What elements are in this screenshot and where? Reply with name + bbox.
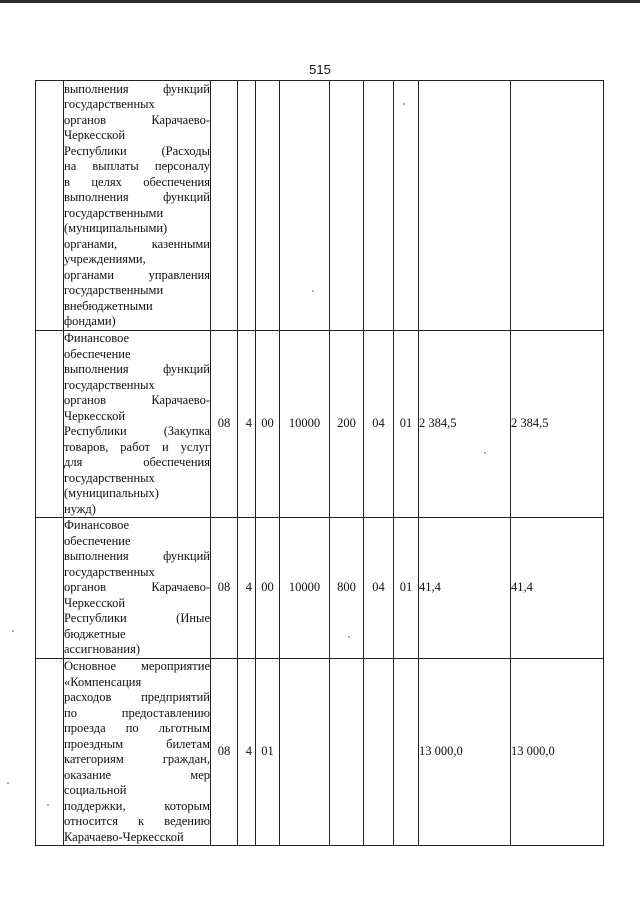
scan-speck <box>484 452 486 454</box>
description-line: Республики (Закупка <box>64 424 210 438</box>
table-cell-code: 01 <box>394 331 419 518</box>
budget-table-body <box>36 81 604 846</box>
table-cell-code: 10000 <box>280 331 330 518</box>
description-line: нужд) <box>64 501 96 516</box>
description-line: бюджетные <box>64 626 126 641</box>
table-cell-code <box>394 81 419 331</box>
table-cell-code <box>280 81 330 331</box>
description-line: категориям граждан, <box>64 752 210 766</box>
scan-speck <box>7 782 9 784</box>
table-cell-code: 4 <box>238 518 256 659</box>
description-line: поддержки, которым <box>64 798 210 813</box>
description-line: по предоставлению <box>64 705 210 720</box>
description-line: на выплаты персоналу <box>64 159 210 173</box>
table-cell-amount: 2 384,5 <box>511 331 604 518</box>
table-cell-code <box>211 81 238 331</box>
table-cell-amount: 2 384,5 <box>419 331 511 518</box>
table-cell-code: 4 <box>238 331 256 518</box>
description-line: Черкесской <box>64 595 126 610</box>
page-number: 515 <box>309 62 331 77</box>
table-cell-amount: 13 000,0 <box>419 659 511 846</box>
description-line: Основное мероприятие <box>64 659 210 673</box>
table-cell-number <box>36 659 64 846</box>
scan-top-edge <box>0 0 640 3</box>
table-cell-code <box>256 81 280 331</box>
table-cell-number <box>36 518 64 659</box>
description-line: Финансовое <box>64 331 130 345</box>
table-cell-code: 08 <box>211 659 238 846</box>
table-cell-code: 08 <box>211 518 238 659</box>
description-line: обеспечение <box>64 533 131 548</box>
description-line: выполнения функций <box>64 362 210 376</box>
description-line: Черкесской <box>64 128 126 142</box>
table-cell-code <box>330 81 364 331</box>
description-line: «Компенсация <box>64 674 142 689</box>
description-line: органами, казенными <box>64 236 210 251</box>
description-line: (муниципальными) <box>64 221 168 235</box>
description-line: выполнения функций <box>64 190 210 204</box>
table-row <box>36 81 604 331</box>
description-line: органов Карачаево- <box>64 580 210 595</box>
table-row <box>36 518 604 659</box>
table-cell-description <box>64 81 211 331</box>
table-cell-code: 00 <box>256 331 280 518</box>
table-cell-code: 08 <box>211 331 238 518</box>
description-line: фондами) <box>64 314 116 328</box>
scan-speck <box>403 103 405 105</box>
description-line: проезда по льготным <box>64 721 210 735</box>
description-line: государственными <box>64 205 164 220</box>
table-cell-code: 00 <box>256 518 280 659</box>
description-line: (муниципальных) <box>64 486 159 500</box>
description-line: Финансовое <box>64 518 130 533</box>
description-line: Республики (Расходы <box>64 143 210 158</box>
description-line: учреждениями, <box>64 252 146 266</box>
table-cell-amount: 41,4 <box>419 518 511 659</box>
description-line: государственными <box>64 283 164 297</box>
description-line: расходов предприятий <box>64 690 210 704</box>
table-cell-code: 01 <box>394 518 419 659</box>
description-line: государственных <box>64 564 155 579</box>
description-line: Республики (Иные <box>64 611 210 626</box>
table-row <box>36 331 604 518</box>
scan-speck <box>312 290 314 292</box>
description-line: для обеспечения <box>64 455 210 469</box>
table-cell-description <box>64 331 211 518</box>
table-cell-code: 01 <box>256 659 280 846</box>
table-cell-code: 10000 <box>280 518 330 659</box>
scan-speck <box>348 636 350 638</box>
table-cell-code <box>364 659 394 846</box>
description-line: оказание мер <box>64 767 210 782</box>
description-line: Черкесской <box>64 408 126 423</box>
table-cell-code <box>364 81 394 331</box>
table-cell-description <box>64 659 211 846</box>
table-cell-code <box>330 659 364 846</box>
table-cell-code <box>280 659 330 846</box>
table-cell-amount <box>511 81 604 331</box>
description-line: выполнения функций <box>64 549 210 564</box>
description-line: проездным билетам <box>64 736 210 751</box>
table-cell-code: 4 <box>238 659 256 846</box>
description-line: органов Карачаево- <box>64 112 210 127</box>
description-line: государственных <box>64 97 155 111</box>
budget-table <box>35 80 604 846</box>
table-cell-code: 04 <box>364 518 394 659</box>
description-line: социальной <box>64 783 127 797</box>
description-line: органов Карачаево- <box>64 393 210 407</box>
table-cell-code: 800 <box>330 518 364 659</box>
table-cell-amount <box>419 81 511 331</box>
description-line: органами управления <box>64 267 210 282</box>
description-line: государственных <box>64 470 155 485</box>
table-cell-number <box>36 331 64 518</box>
description-line: товаров, работ и услуг <box>64 439 210 454</box>
table-cell-amount: 13 000,0 <box>511 659 604 846</box>
table-row <box>36 659 604 846</box>
table-cell-code: 04 <box>364 331 394 518</box>
description-line: государственных <box>64 377 155 392</box>
description-line: выполнения функций <box>64 81 210 96</box>
description-line: внебюджетными <box>64 298 153 313</box>
description-line: Карачаево-Черкесской <box>64 829 184 844</box>
table-cell-description <box>64 518 211 659</box>
table-cell-amount: 41,4 <box>511 518 604 659</box>
description-line: ассигнования) <box>64 642 140 657</box>
scan-speck <box>47 804 49 806</box>
description-line: в целях обеспечения <box>64 174 210 189</box>
scan-speck <box>12 630 14 632</box>
description-line: обеспечение <box>64 346 131 361</box>
table-cell-code <box>394 659 419 846</box>
table-cell-code <box>238 81 256 331</box>
description-line: относится к ведению <box>64 814 210 828</box>
table-cell-number <box>36 81 64 331</box>
table-cell-code: 200 <box>330 331 364 518</box>
